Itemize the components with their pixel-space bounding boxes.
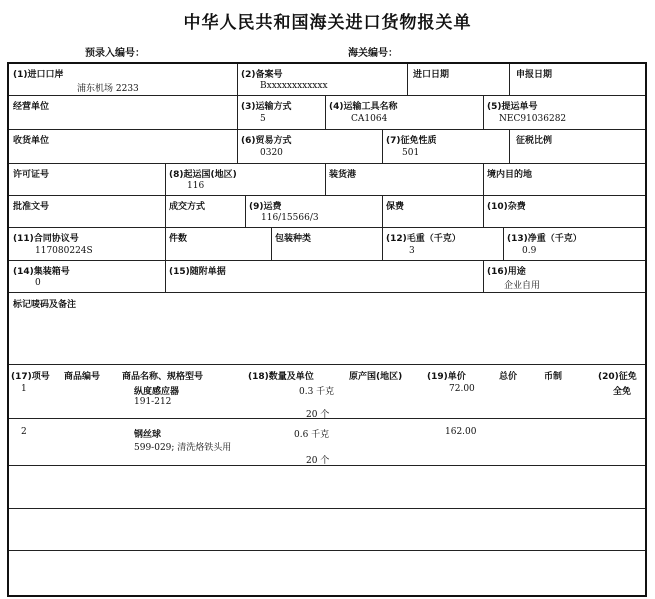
operator-label: 经营单位 xyxy=(13,102,50,112)
preentry-number-label: 预录入编号： xyxy=(85,48,145,59)
levy-nature-value: 501 xyxy=(402,148,420,158)
import-date-label: 进口日期 xyxy=(413,70,450,80)
import-port-label: (1)进口口岸 xyxy=(13,70,64,80)
goods-row-2-unit-price: 162.00 xyxy=(445,427,477,437)
goods-row-1-unit-price: 72.00 xyxy=(449,384,475,394)
domestic-destination-label: 境内目的地 xyxy=(487,170,533,180)
freight-label: (9)运费 xyxy=(249,202,282,212)
goods-row-1-name: 纵度感应器 xyxy=(134,387,180,397)
goods-row-2-name: 钢丝球 xyxy=(134,430,162,440)
vehicle-name-label: (4)运输工具名称 xyxy=(329,102,398,112)
declare-date-label: 申报日期 xyxy=(516,70,553,80)
goods-header-exemption: (20)征免 xyxy=(598,372,637,382)
import-port-value: 浦东机场 2233 xyxy=(77,84,139,94)
trade-mode-value: 0320 xyxy=(260,148,283,158)
consignee-label: 收货单位 xyxy=(13,136,50,146)
goods-row-1-no: 1 xyxy=(21,384,27,394)
contract-number-value: 117080224S xyxy=(35,246,93,256)
transport-mode-label: (3)运输方式 xyxy=(241,102,292,112)
net-weight-value: 0.9 xyxy=(522,246,537,256)
goods-row-1-exemption: 全免 xyxy=(613,387,632,397)
goods-header-currency: 币制 xyxy=(544,372,563,382)
trade-mode-label: (6)贸易方式 xyxy=(241,136,292,146)
goods-row-2-spec: 599-029; 清洗烙铁头用 xyxy=(134,443,232,453)
goods-header-item-no: (17)项号 xyxy=(11,372,50,382)
bill-of-lading-label: (5)提运单号 xyxy=(487,102,538,112)
container-number-label: (14)集装箱号 xyxy=(13,267,70,277)
container-number-value: 0 xyxy=(35,278,41,288)
goods-row-2-qty-weight: 0.6 千克 xyxy=(294,430,330,440)
approval-number-label: 批准文号 xyxy=(13,202,50,212)
insurance-label: 保费 xyxy=(386,202,405,212)
declaration-form xyxy=(7,62,647,597)
gross-weight-label: (12)毛重（千克） xyxy=(386,234,461,244)
loading-port-label: 装货港 xyxy=(329,170,357,180)
origin-country-value: 116 xyxy=(187,181,205,191)
record-number-label: (2)备案号 xyxy=(241,70,283,80)
gross-weight-value: 3 xyxy=(409,246,415,256)
goods-row-1-qty-count: 20 个 xyxy=(306,410,330,420)
record-number-value: Bxxxxxxxxxxxx xyxy=(260,81,328,91)
levy-rate-label: 征税比例 xyxy=(516,136,553,146)
usage-label: (16)用途 xyxy=(487,267,526,277)
usage-value: 企业自用 xyxy=(504,281,541,291)
transport-mode-value: 5 xyxy=(260,114,266,124)
package-type-label: 包装种类 xyxy=(275,234,312,244)
contract-number-label: (11)合同协议号 xyxy=(13,234,79,244)
vehicle-name-value: CA1064 xyxy=(351,114,388,124)
goods-header-name-spec: 商品名称、规格型号 xyxy=(122,372,204,382)
origin-country-label: (8)起运国(地区) xyxy=(169,170,237,180)
misc-fee-label: (10)杂费 xyxy=(487,202,526,212)
marks-remarks-label: 标记唛码及备注 xyxy=(13,300,77,310)
form-title: 中华人民共和国海关进口货物报关单 xyxy=(183,13,472,33)
goods-header-origin: 原产国(地区) xyxy=(349,372,403,382)
goods-row-2-no: 2 xyxy=(21,427,27,437)
levy-nature-label: (7)征免性质 xyxy=(386,136,437,146)
goods-header-quantity-unit: (18)数量及单位 xyxy=(248,372,314,382)
license-label: 许可证号 xyxy=(13,170,50,180)
attached-docs-label: (15)随附单据 xyxy=(169,267,226,277)
goods-header-unit-price: (19)单价 xyxy=(427,372,466,382)
goods-header-code: 商品编号 xyxy=(64,372,101,382)
goods-row-1-spec: 191-212 xyxy=(134,397,172,407)
freight-value: 116/15566/3 xyxy=(261,213,319,223)
package-count-label: 件数 xyxy=(169,234,188,244)
goods-header-total-price: 总价 xyxy=(499,372,518,382)
bill-of-lading-value: NEC91036282 xyxy=(499,114,567,124)
net-weight-label: (13)净重（千克） xyxy=(507,234,582,244)
goods-row-2-qty-count: 20 个 xyxy=(306,456,330,466)
goods-row-1-qty-weight: 0.3 千克 xyxy=(299,387,335,397)
customs-number-label: 海关编号： xyxy=(348,48,398,59)
deal-mode-label: 成交方式 xyxy=(169,202,206,212)
